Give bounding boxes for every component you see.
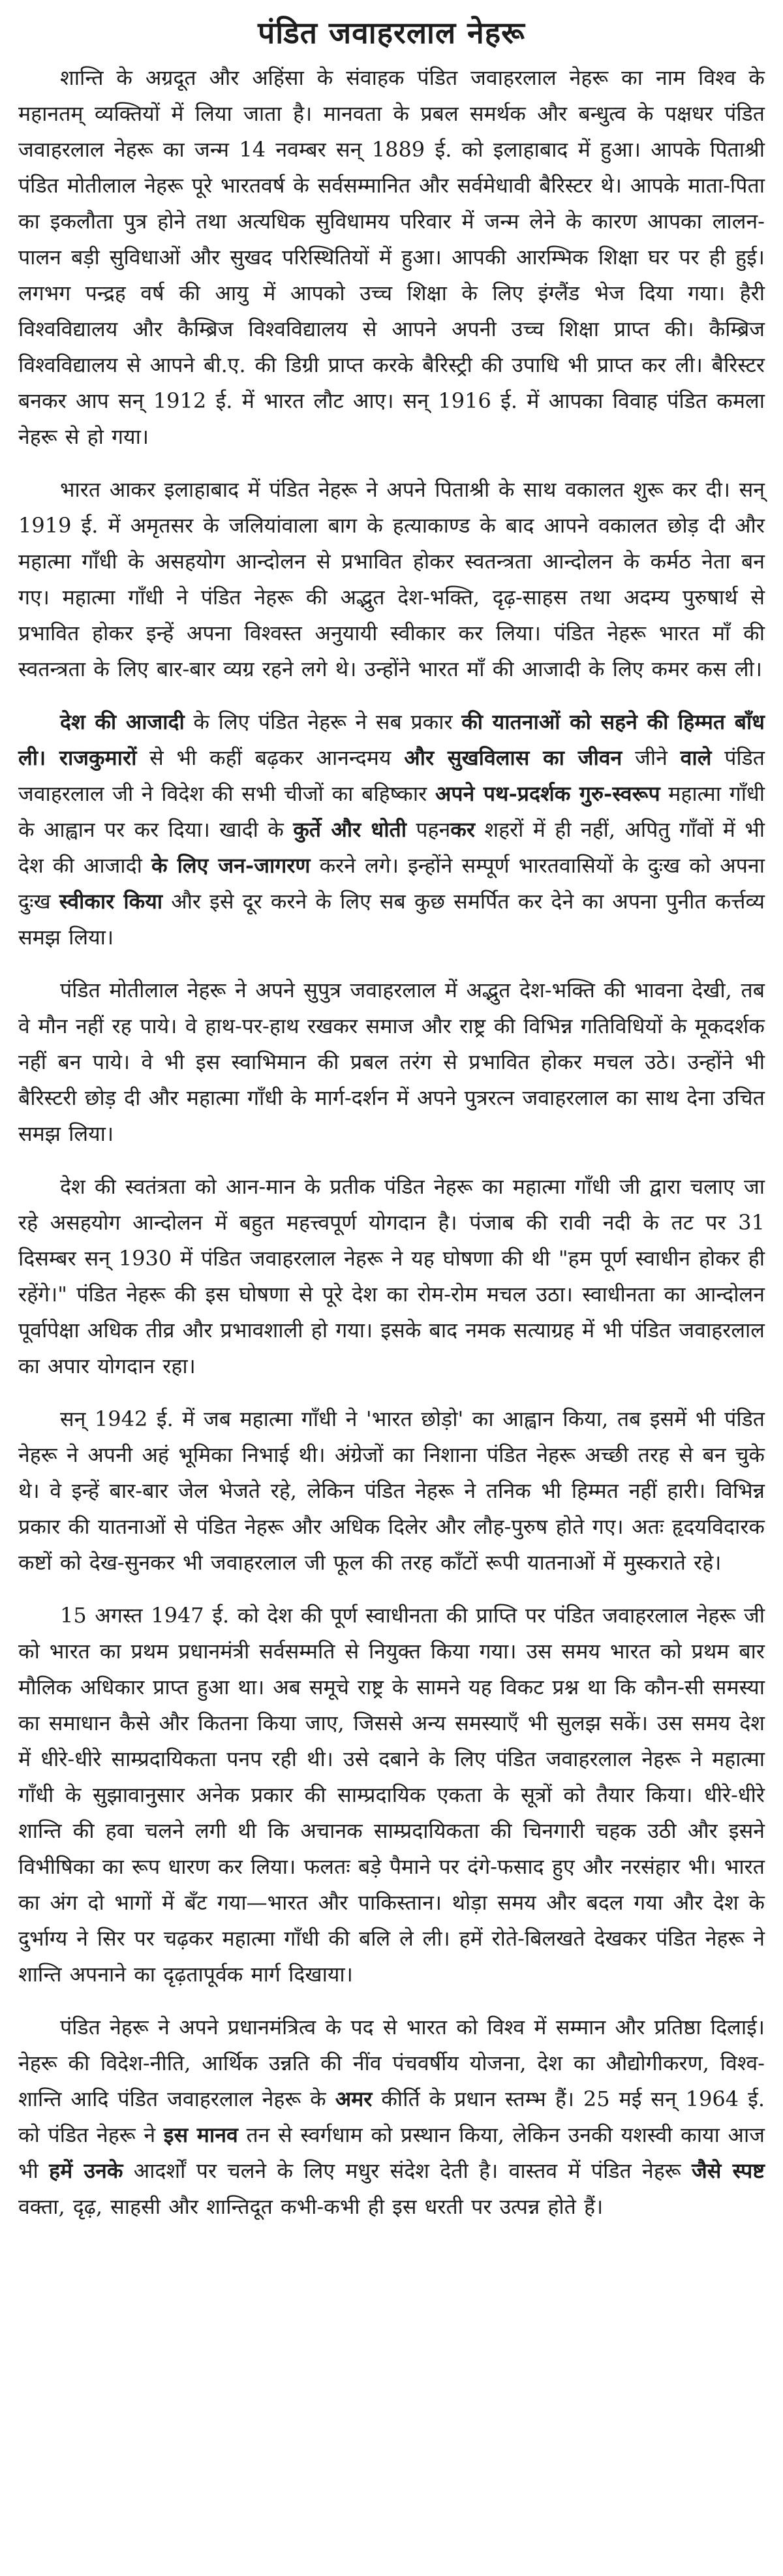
text-run: कीर्ति के प्रधान स्तम्भ हैं। 25 मई सन् 1964 ई. को पंडित नेहरू ने <box>18 2087 765 2147</box>
text-run: तन से स्वर्गधाम को प्रस्थान किया, लेकिन उनकी यशस्वी काया आज भी <box>18 2122 765 2183</box>
paragraph-8 <box>18 2010 765 2225</box>
bold-text-run: अपने पथ-प्रदर्शक गुरु-स्वरूप <box>435 781 660 806</box>
text-run: सन् 1942 ई. में जब महात्मा गाँधी ने 'भारत छोड़ो' का आह्वान किया, तब इसमें भी पंडित नेहरू ने अपनी अहं भूमिका निभाई थी। अंग्रेजों का निशाना पंडित नेहरू अच्छी तरह से बन चुके थे। वे इन्हें बार-बार जेल भेजते रहे, लेकिन पंडित नेहरू ने तनिक भी हिम्मत नहीं हारी। विभिन्न प्रकार की यातनाओं से पंडित नेहरू और अधिक दिलेर और लौह-पुरुष होते गए। अतः हृदयविदारक कष्टों को देख-सुनकर भी जवाहरलाल जी फूल की तरह काँटों रूपी यातनाओं में मुस्कराते रहे। <box>18 1406 765 1575</box>
bold-text-run: स्वीकार किया <box>59 889 163 914</box>
paragraph-5 <box>18 1169 765 1384</box>
text-run: भारत आकर इलाहाबाद में पंडित नेहरू ने अपने पिताश्री के साथ वकालत शुरू कर दी। सन् 1919 ई. में अमृतसर के जलियांवाला बाग के हत्याकाण्ड के बाद आपने वकालत छोड़ दी और महात्मा गाँधी के असहयोग आन्दोलन से प्रभावित होकर स्वतन्त्रता आन्दोलन के कर्मठ नेता बन गए। महात्मा गाँधी ने पंडित नेहरू की अद्भुत देश-भक्ति, दृढ़-साहस तथा अदम्य पुरुषार्थ से प्रभावित होकर इन्हें अपना विश्वस्त अनुयायी स्वीकार कर लिया। पंडित नेहरू भारत माँ की स्वतन्त्रता के लिए बार-बार व्यग्र रहने लगे थे। उन्होंने भारत माँ की आजादी के लिए कमर कस ली। <box>18 477 765 681</box>
paragraph-1 <box>18 60 765 455</box>
bold-text-run: जैसे स्पष्ट <box>692 2158 765 2183</box>
text-run: 15 अगस्त 1947 ई. को देश की पूर्ण स्वाधीनता की प्राप्ति पर पंडित जवाहरलाल नेहरू जी को भारत का प्रथम प्रधानमंत्री सर्वसम्मति से नियुक्त किया गया। उस समय भारत को प्रथम बार मौलिक अधिकार प्राप्त हुआ था। अब समूचे राष्ट्र के सामने यह विकट प्रश्न था कि कौन-सी समस्या का समाधान कैसे और कितना किया जाए, जिससे अन्य समस्याएँ भी सुलझ सकें। उस समय देश में धीरे-धीरे साम्प्रदायिकता पनप रही थी। उसे दबाने के लिए पंडित जवाहरलाल नेहरू ने महात्मा गाँधी के सुझावानुसार अनेक प्रकार की साम्प्रदायिक एकता के सूत्रों को तैयार किया। धीरे-धीरे शान्ति की हवा चलने लगी थी कि अचानक साम्प्रदायिकता की चिनगारी चहक उठी और इसने विभीषिका का रूप धारण कर लिया। फलतः बड़े पैमाने पर दंगे-फसाद हुए और नरसंहार भी। भारत का अंग दो भागों में बँट गया—भारत और पाकिस्तान। थोड़ा समय और बदल गया और देश के दुर्भाग्य ने सिर पर चढ़कर महात्मा गाँधी की बलि ले ली। हमें रोते-बिलखते देखकर पंडित नेहरू ने शान्ति अपनाने का दृढ़तापूर्वक मार्ग दिखाया। <box>18 1603 765 1987</box>
paragraph-3 <box>18 704 765 955</box>
text-run: शहरों में ही नहीं, अपितु गाँवों में भी देश की आजादी <box>18 817 765 878</box>
document-title: पंडित जवाहरलाल नेहरू <box>258 15 525 50</box>
bold-text-run: और सुखविलास का जीवन <box>404 745 622 770</box>
bold-text-run: हमें उनके <box>49 2158 123 2183</box>
text-run: पंडित मोतीलाल नेहरू ने अपने सुपुत्र जवाहरलाल में अद्भुत देश-भक्ति की भावना देखी, तब वे मौन नहीं रह पाये। वे हाथ-पर-हाथ रखकर समाज और राष्ट्र की विभिन्न गतिविधियों के मूकदर्शक नहीं बन पाये। वे भी इस स्वाभिमान की प्रबल तरंग से प्रभावित होकर मचल उठे। उन्होंने भी बैरिस्टरी छोड़ दी और महात्मा गाँधी के मार्ग-दर्शन में अपने पुत्ररत्न जवाहरलाल का साथ देना उचित समझ लिया। <box>18 978 765 1146</box>
text-run: आदर्शों पर चलने के लिए मधुर संदेश देती है। वास्तव में पंडित नेहरू <box>123 2158 692 2183</box>
text-run: के लिए पंडित नेहरू ने सब प्रकार <box>184 709 462 734</box>
bold-text-run: की यातनाओं को सहने की हिम्मत बाँध ली। राजकुमारों <box>18 709 765 770</box>
text-run: पहन <box>407 817 451 842</box>
paragraph-4 <box>18 972 765 1152</box>
bold-text-run: के लिए जन-जागरण <box>151 853 311 878</box>
bold-text-run: इस मानव <box>163 2122 238 2147</box>
paragraph-2 <box>18 472 765 687</box>
text-run: देश की स्वतंत्रता को आन-मान के प्रतीक पंडित नेहरू का महात्मा गाँधी जी द्वारा चलाए जा रहे असहयोग आन्दोलन में बहुत महत्त्वपूर्ण योगदान है। पंजाब की रावी नदी के तट पर 31 दिसम्बर सन् 1930 में पंडित जवाहरलाल नेहरू ने यह घोषणा की थी "हम पूर्ण स्वाधीन होकर ही रहेंगे।" पंडित नेहरू की इस घोषणा से पूरे देश का रोम-रोम मचल उठा। स्वाधीनता का आन्दोलन पूर्वापेक्षा अधिक तीव्र और प्रभावशाली हो गया। इसके बाद नमक सत्याग्रह में भी पंडित जवाहरलाल का अपार योगदान रहा। <box>18 1174 765 1378</box>
bold-text-run: अमर <box>335 2087 373 2111</box>
bold-text-run: कर <box>450 817 475 842</box>
text-run: से भी कहीं बढ़कर आनन्दमय <box>136 745 405 770</box>
text-run: जीने <box>622 745 681 770</box>
text-run: पंडित नेहरू ने अपने प्रधानमंत्रित्व के पद से भारत को विश्व में सम्मान और प्रतिष्ठा दिलाई। नेहरू की विदेश-नीति, आर्थिक उन्नति की नींव पंचवर्षीय योजना, देश का औद्योगीकरण, विश्व-शान्ति आदि पंडित जवाहरलाल नेहरू के <box>18 2015 765 2111</box>
text-run: और इसे दूर करने के लिए सब कुछ समर्पित कर देने का अपना पुनीत कर्त्तव्य समझ लिया। <box>18 889 765 950</box>
text-run: शान्ति के अग्रदूत और अहिंसा के संवाहक पंडित जवाहरलाल नेहरू का नाम विश्व के महानतम् व्यक्तियों में लिया जाता है। मानवता के प्रबल समर्थक और बन्धुत्व के पक्षधर पंडित जवाहरलाल नेहरू का जन्म 14 नवम्बर सन् 1889 ई. को इलाहाबाद में हुआ। आपके पिताश्री पंडित मोतीलाल नेहरू पूरे भारतवर्ष के सर्वसम्मानित और सर्वमेधावी बैरिस्टर थे। आपके माता-पिता का इकलौता पुत्र होने तथा अत्यधिक सुविधामय परिवार में जन्म लेने के कारण आपका लालन-पालन बड़ी सुविधाओं और सुखद परिस्थितियों में हुआ। आपकी आरम्भिक शिक्षा घर पर ही हुई। लगभग पन्द्रह वर्ष की आयु में आपको उच्च शिक्षा के लिए इंग्लैंड भेज दिया गया। हैरी विश्वविद्यालय और कैम्ब्रिज विश्वविद्यालय से आपने अपनी उच्च शिक्षा प्राप्त की। कैम्ब्रिज विश्वविद्यालय से आपने बी.ए. की डिग्री प्राप्त करके बैरिस्ट्री की उपाधि भी प्राप्त कर ली। बैरिस्टर बनकर आप सन् 1912 ई. में भारत लौट आए। सन् 1916 ई. में आपका विवाह पंडित कमला नेहरू से हो गया। <box>18 65 765 449</box>
text-run: महात्मा गाँधी के आह्वान पर कर दिया। खादी के <box>18 781 765 842</box>
text-run: वक्ता, दृढ़, साहसी और शान्तिदूत कभी-कभी ही इस धरती पर उत्पन्न होते हैं। <box>18 2194 604 2219</box>
bold-text-run: देश की आजादी <box>60 709 185 734</box>
document-body <box>18 60 765 2225</box>
text-run: करने लगे। इन्होंने सम्पूर्ण भारतवासियों के दुःख को अपना दुःख <box>18 853 765 914</box>
paragraph-6 <box>18 1401 765 1581</box>
text-run: पंडित जवाहरलाल जी ने विदेश की सभी चीजों का बहिष्कार <box>18 745 765 806</box>
bold-text-run: वाले <box>680 745 712 770</box>
paragraph-7 <box>18 1598 765 1993</box>
bold-text-run: कुर्ते और धोती <box>293 817 407 842</box>
